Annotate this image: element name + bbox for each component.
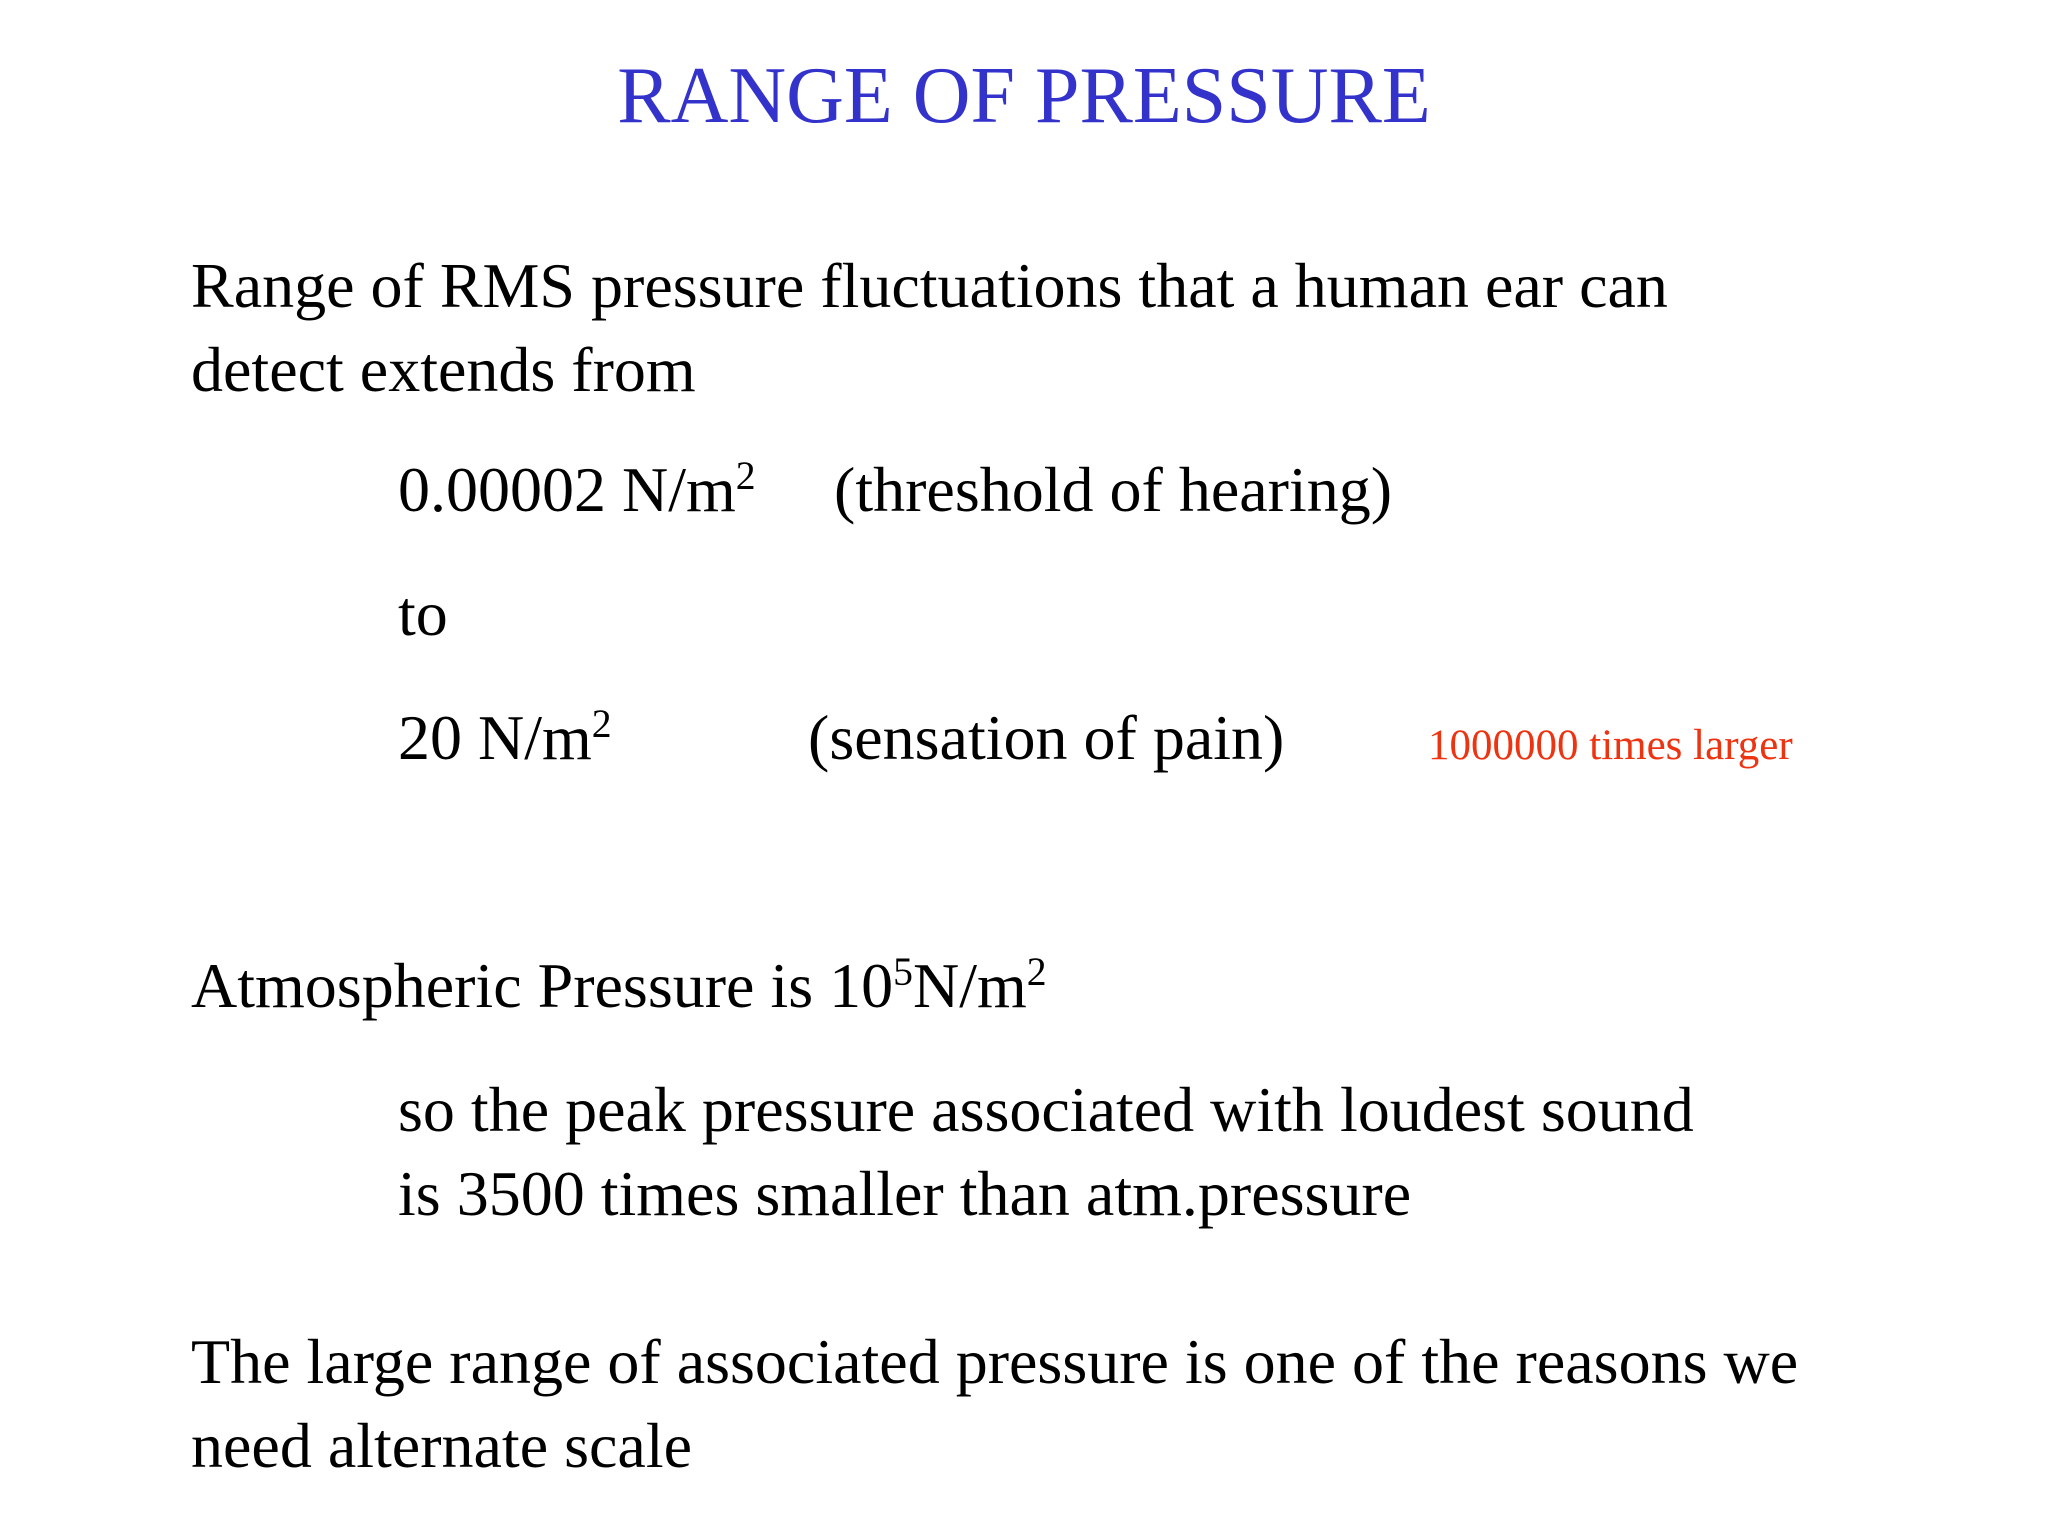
threshold-exponent: 2 — [735, 454, 756, 499]
pain-line — [398, 696, 1398, 780]
threshold-line — [398, 448, 1398, 532]
peak-line-2: is 3500 times smaller than atm.pressure — [398, 1158, 1412, 1229]
threshold-value: 0.00002 $N/m^2$ — [398, 454, 756, 525]
pain-value: 20 $N/m^2$ — [398, 702, 612, 773]
to-line: to — [398, 578, 448, 649]
intro-line-1: Range of RMS pressure fluctuations that a human ear can — [191, 250, 1668, 321]
ratio-note: 1000000 times larger — [1428, 722, 1793, 769]
slide-title: RANGE OF PRESSURE — [617, 52, 1431, 140]
intro-line-2: detect extends from — [191, 334, 696, 405]
peak-line-1: so the peak pressure associated with loudest sound — [398, 1074, 1694, 1145]
conclusion-line-2: need alternate scale — [191, 1410, 692, 1481]
threshold-description: (threshold of hearing) — [834, 454, 1393, 525]
atm-exponent: 5 — [893, 950, 913, 995]
atmospheric-pressure-line: Atmospheric Pressure is $10^5N/m^2$ — [191, 950, 1047, 1021]
atm-unit-exponent: 2 — [1026, 950, 1047, 995]
pain-exponent: 2 — [591, 702, 612, 747]
intro-paragraph — [191, 244, 1668, 412]
conclusion-line-1: The large range of associated pressure is one of the reasons we — [191, 1326, 1799, 1397]
pain-description: (sensation of pain) — [808, 702, 1285, 773]
peak-pressure-paragraph — [398, 1068, 1694, 1236]
conclusion-paragraph — [191, 1320, 1798, 1488]
